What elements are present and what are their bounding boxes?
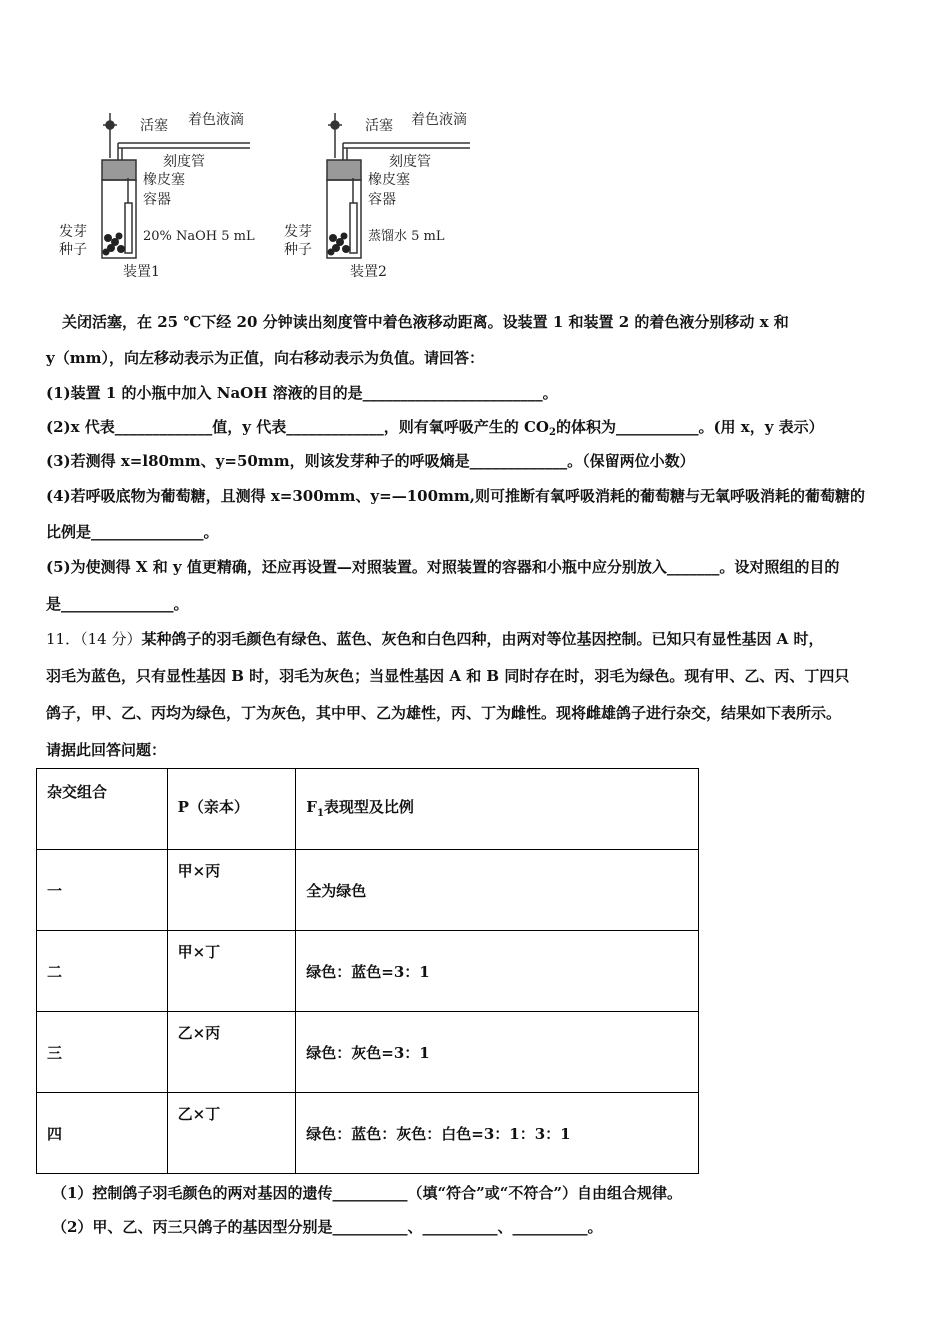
label-stopper-2: 橡皮塞	[368, 172, 410, 188]
q10-sub2-a: (2)x 代表_____________值，y 代表_____________，则有氧呼吸产生的 CO	[46, 418, 549, 436]
q11-number: 11．（14 分）	[46, 630, 142, 648]
q11-sub2: （2）甲、乙、丙三只鸽子的基因型分别是__________、__________、__________。	[52, 1218, 603, 1236]
cell-parents: 甲×丁	[167, 931, 296, 1012]
label-liquid-2: 蒸馏水 5 mL	[368, 229, 445, 244]
cross-results-table	[36, 768, 699, 1174]
cell-f1: 绿色：蓝色：灰色：白色=3：1：3：1	[296, 1093, 699, 1174]
q11-line4: 请据此回答问题：	[46, 741, 167, 759]
cell-group: 一	[37, 850, 168, 931]
cell-group: 四	[37, 1093, 168, 1174]
table-row	[37, 850, 699, 931]
q10-sub2	[46, 417, 916, 437]
label-stopper-1: 橡皮塞	[143, 172, 185, 188]
q10-sub2-b: 的体积为___________。(用 x，y 表示）	[555, 418, 824, 436]
label-seeds-2b: 种子	[284, 242, 312, 258]
label-seeds-1a: 发芽	[59, 224, 87, 240]
cell-group: 三	[37, 1012, 168, 1093]
header-parents: P（亲本）	[167, 769, 296, 850]
cell-parents: 乙×丁	[167, 1093, 296, 1174]
q10-intro-line1: 关闭活塞，在 25 ℃下经 20 分钟读出刻度管中着色液移动距离。设装置 1 和装置 2 的着色液分别移动 x 和	[62, 313, 789, 331]
table-row	[37, 1012, 699, 1093]
header-f1: $F_1$表现型及比例	[296, 769, 699, 850]
q10-sub1: (1)装置 1 的小瓶中加入 NaOH 溶液的目的是________________________。	[46, 384, 558, 402]
cell-group: 二	[37, 931, 168, 1012]
apparatus-figure	[55, 98, 495, 288]
q10-sub4-line2: 比例是_______________。	[46, 523, 219, 541]
label-stopcock-2: 活塞	[365, 118, 393, 134]
q10-sub3: (3)若测得 x=l80mm、y=50mm，则该发芽种子的呼吸熵是_____________。（保留两位小数）	[46, 452, 695, 470]
label-scale-tube-2: 刻度管	[389, 154, 431, 170]
q11-line2: 羽毛为蓝色，只有显性基因 B 时，羽毛为灰色；当显性基因 A 和 B 同时存在时，羽毛为绿色。现有甲、乙、丙、丁四只	[46, 667, 850, 685]
q10-sub5-line2: 是_______________。	[46, 595, 189, 613]
label-container-2: 容器	[368, 192, 396, 208]
cell-f1: 绿色：灰色=3：1	[296, 1012, 699, 1093]
q11-line1	[46, 629, 916, 649]
seeds-2	[328, 233, 351, 256]
cell-f1: 绿色：蓝色=3：1	[296, 931, 699, 1012]
label-seeds-1b: 种子	[59, 242, 87, 258]
label-stopcock-1: 活塞	[140, 118, 168, 134]
q10-sub2-subscript: 2	[548, 427, 556, 438]
q10-sub5-line1: (5)为使测得 X 和 y 值更精确，还应再设置—对照装置。对照装置的容器和小瓶中应分别放入_______。设对照组的目的	[46, 558, 840, 576]
cell-parents: 甲×丙	[167, 850, 296, 931]
label-scale-tube-1: 刻度管	[163, 154, 205, 170]
cell-parents: 乙×丙	[167, 1012, 296, 1093]
label-droplet-1: 着色液滴	[188, 112, 244, 128]
table-row	[37, 931, 699, 1012]
table-row	[37, 1093, 699, 1174]
caption-apparatus-1: 装置1	[123, 264, 160, 280]
q10-intro-line2: y（mm），向左移动表示为正值，向右移动表示为负值。请回答：	[46, 349, 484, 367]
caption-apparatus-2: 装置2	[350, 264, 387, 280]
cell-f1: 全为绿色	[296, 850, 699, 931]
q11-line3: 鸽子，甲、乙、丙均为绿色，丁为灰色，其中甲、乙为雄性，丙、丁为雌性。现将雌雄鸽子进行杂交，结果如下表所示。	[46, 704, 842, 722]
q11-sub1: （1）控制鸽子羽毛颜色的两对基因的遗传__________（填“符合”或“不符合”）自由组合规律。	[52, 1184, 682, 1202]
q11-line1-text: 某种鸽子的羽毛颜色有绿色、蓝色、灰色和白色四种，由两对等位基因控制。已知只有显性基因 A 时，	[141, 630, 824, 648]
label-container-1: 容器	[143, 192, 171, 208]
q10-sub4-line1: (4)若呼吸底物为葡萄糖，且测得 x=300mm、y=—100mm,则可推断有氧呼吸消耗的葡萄糖与无氧呼吸消耗的葡萄糖的	[46, 487, 865, 505]
header-group: 杂交组合	[37, 769, 168, 850]
label-droplet-2: 着色液滴	[411, 112, 467, 128]
label-seeds-2a: 发芽	[284, 224, 312, 240]
label-liquid-1: 20% NaOH 5 mL	[143, 229, 255, 244]
seeds-1	[103, 233, 126, 256]
table-header-row	[37, 769, 699, 850]
